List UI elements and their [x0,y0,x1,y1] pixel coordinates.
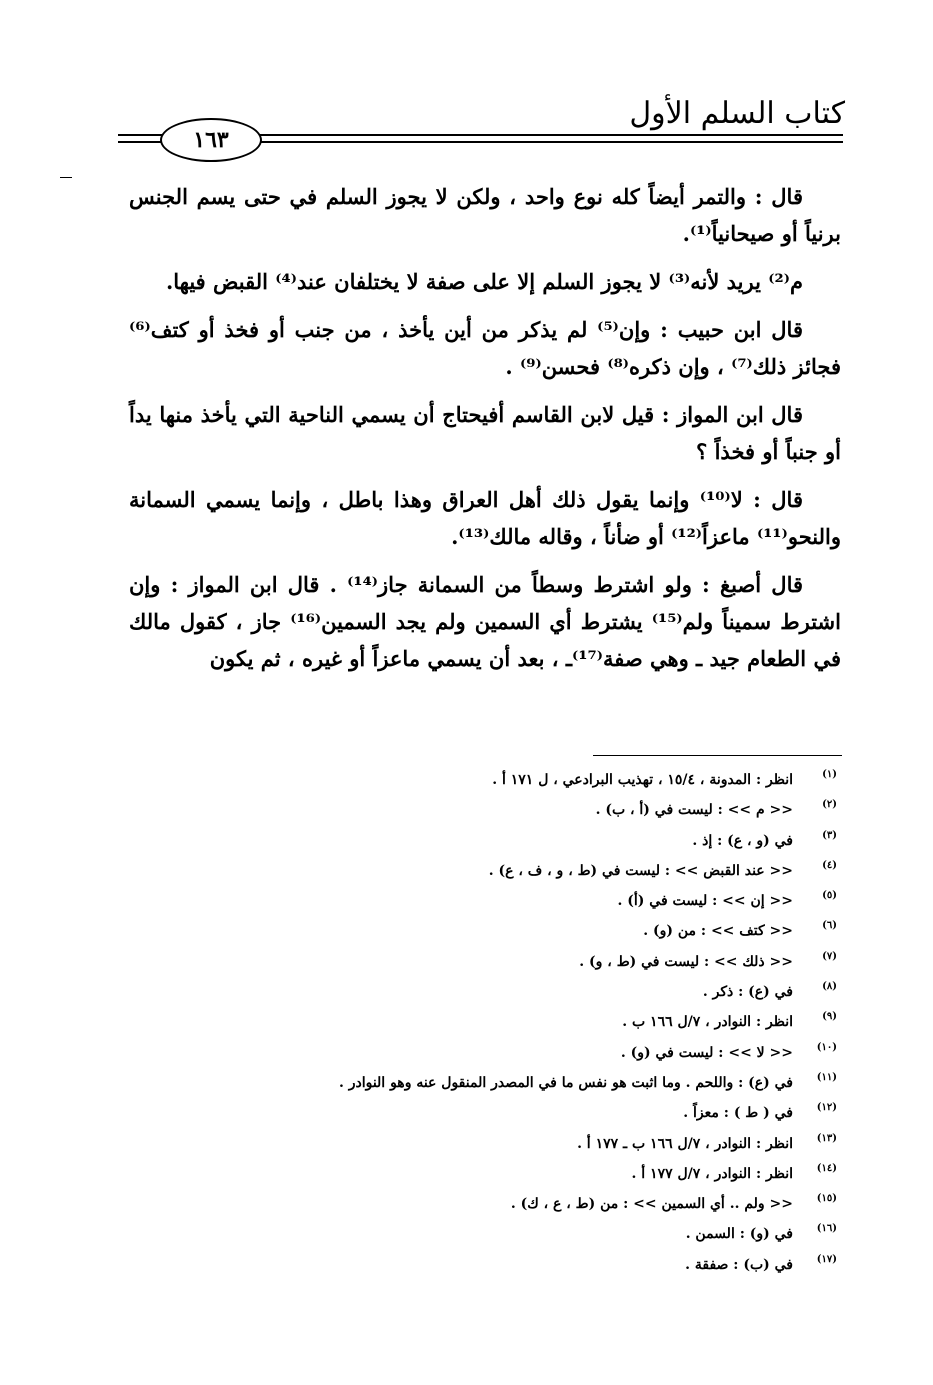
footnote-text: << إن >> : ليست في (أ) . [617,893,793,910]
footnote-text: في (ع) : ذكر . [702,984,793,1001]
footnote-number: (٤) [822,859,837,871]
footnote-separator [593,755,842,756]
paragraph: قال ابن حبيب : وإن⁽⁵⁾ لم يذكر من أين يأخذ ، من جنب أو فخذ أو كتف⁽⁶⁾ فجائز ذلك⁽⁷⁾ ، وإن ذكره⁽⁸⁾ فحسن⁽⁹⁾ . [129,317,841,379]
footnote [137,947,837,977]
footnote-text: << ذلك >> : ليست في (ط ، و) . [579,953,793,970]
footnote-number: (١٠) [816,1041,837,1053]
footnote-number: (١٢) [816,1102,837,1114]
footnote-text: انظر : النوادر ، ٧/ل ١٦٦ ب ـ ١٧٧ أ . [577,1135,793,1152]
footnote [137,1007,837,1037]
footnote-text: انظر : النوادر ، ٧/ل ١٧٧ أ . [631,1165,793,1182]
footnote-number: (١٤) [816,1162,837,1174]
footnote-text: << م >> : ليست في (أ ، ب) . [595,802,793,819]
footnote-text: في (ع) : واللحم . وما اثبت هو نفس ما في المصدر المنقول عنه وهو النوادر . [338,1074,793,1091]
margin-mark [60,177,72,178]
footnote-text: في (و) : السمن . [685,1226,793,1243]
footnote-number: (٢) [822,799,837,811]
footnote-number: (١٥) [816,1193,837,1205]
footnote [137,1038,837,1068]
footnote [137,1189,837,1219]
paragraph: قال أصبغ : ولو اشترط وسطاً من السمانة جاز⁽¹⁴⁾ . قال ابن المواز : وإن اشترط سميناً ولم⁽¹⁵⁾ يشترط أي السمين ولم يجد السمين⁽¹⁶⁾ جاز ، كقول مالك في الطعام جيد ـ وهي صفة⁽¹⁷⁾ـ ، بعد أن يسمي ماعزاً أو غيره ، ثم يكون [129,572,841,671]
footnote-text: في ( ط ) : معزاً . [683,1105,793,1122]
footnote-text: << لا >> : ليست في (و) . [620,1044,793,1061]
footnote-text: انظر : المدونة ، ١٥/٤ ، تهذيب البرادعي ، ل ١٧١ أ . [492,772,793,788]
footnote-text: << ولم .. أي السمين >> : من (ط ، ع ، ك) . [510,1196,793,1213]
footnotes [137,765,837,1280]
paragraph: قال : لا⁽¹⁰⁾ وإنما يقول ذلك أهل العراق وهذا باطل ، وإنما يسمي السمانة والنحو⁽¹¹⁾ ماعزاً⁽¹²⁾ أو ضأناً ، وقاله مالك⁽¹³⁾. [129,487,841,549]
paragraph: قال : والتمر أيضاً كله نوع واحد ، ولكن لا يجوز السلم في حتى يسم الجنس برنياً أو صيحانياً⁽¹⁾. [129,184,841,246]
footnote-text: << كتف >> : من (و) . [643,923,793,940]
footnote [137,1129,837,1159]
footnote-number: (٧) [822,950,837,962]
footnote-number: (١٧) [816,1253,837,1265]
footnote-number: (١٦) [816,1223,837,1235]
footnote [137,886,837,916]
footnote [137,826,837,856]
footnote-text: في (و ، ع) : إذ . [692,832,793,849]
running-header-title: كتاب السلم الأول [629,96,845,131]
footnote-number: (٨) [822,981,837,993]
footnote [137,856,837,886]
footnote-number: (١) [822,769,837,780]
footnote-number: (٦) [822,920,837,932]
footnote-number: (٣) [822,829,837,841]
footnote-text: << عند القبض >> : ليست في (ط ، و ، ف ، ع) . [488,862,793,879]
footnote [137,795,837,825]
main-text [129,178,841,688]
footnote [137,1068,837,1098]
footnote [137,1098,837,1128]
footnote-number: (٥) [822,890,837,902]
footnote [137,916,837,946]
paragraph: م⁽²⁾ يريد لأنه⁽³⁾ لا يجوز السلم إلا على صفة لا يختلفان عند⁽⁴⁾ القبض فيها. [165,269,803,294]
footnote [137,1250,837,1280]
footnote [137,1159,837,1189]
footnote-text: في (ب) : صفقة . [685,1256,793,1273]
footnote-number: (١٣) [816,1132,837,1144]
footnote-number: (١١) [816,1071,837,1083]
footnote [137,765,837,795]
footnote [137,1219,837,1249]
footnote [137,977,837,1007]
footnote-text: انظر : النوادر ، ٧/ل ١٦٦ ب . [622,1014,793,1031]
page-number: ١٦٣ [160,118,262,162]
paragraph: قال ابن المواز : قيل لابن القاسم أفيحتاج أن يسمي الناحية التي يأخذ منها يداً أو جنباً أو فخذاً ؟ [129,402,841,464]
footnote-number: (٩) [822,1011,837,1023]
